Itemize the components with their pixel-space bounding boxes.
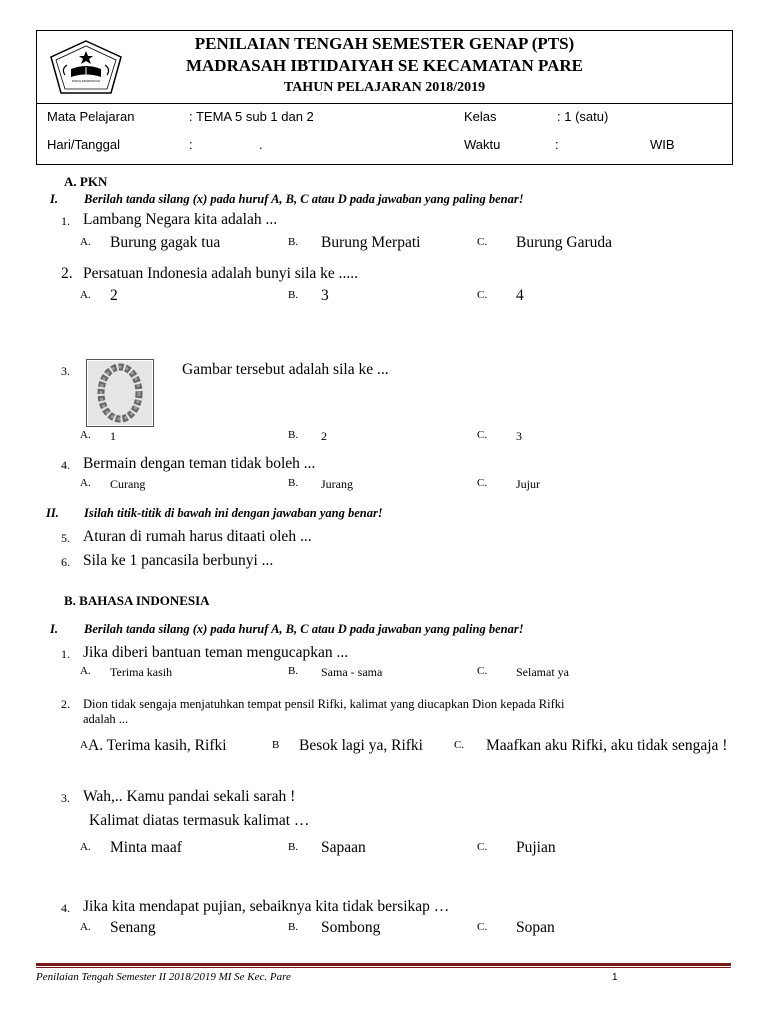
bahasa-q3-number: 3.	[61, 791, 70, 805]
pkn-q2-option-b-label: B.	[288, 289, 299, 301]
bahasa-q1-option-a-label: A.	[80, 665, 91, 677]
bahasa-q4-option-b-label: B.	[288, 921, 299, 933]
pkn-q1-option-c-label: C.	[477, 236, 488, 248]
pkn-part2-num: II.	[46, 506, 59, 520]
pkn-q3-text: Gambar tersebut adalah sila ke ...	[182, 361, 389, 378]
bahasa-q4-text: Jika kita mendapat pujian, sebaiknya kita tidak bersikap …	[83, 898, 450, 915]
day-dot: .	[259, 137, 263, 152]
bahasa-q3-option-b[interactable]: Sapaan	[321, 839, 366, 856]
subject-value: : TEMA 5 sub 1 dan 2	[189, 109, 314, 124]
bahasa-q3-option-c-label: C.	[477, 841, 488, 853]
pkn-q1-option-b-label: B.	[288, 236, 299, 248]
pkn-q1-option-b[interactable]: Burung Merpati	[321, 234, 421, 251]
bahasa-q3-option-a-label: A.	[80, 841, 91, 853]
bahasa-q4-option-c[interactable]: Sopan	[516, 919, 555, 936]
bahasa-q2-option-c-label: C.	[454, 739, 465, 751]
bahasa-q3-option-c[interactable]: Pujian	[516, 839, 556, 856]
pkn-q3-option-b-label: B.	[288, 429, 299, 441]
bahasa-q2-option-a-label: A	[80, 739, 88, 751]
pkn-part1-instruction: Berilah tanda silang (x) pada huruf A, B, C atau D pada jawaban yang paling benar!	[84, 192, 524, 206]
bahasa-q3-text-line2: Kalimat diatas termasuk kalimat …	[89, 812, 310, 829]
pkn-q1-number: 1.	[61, 214, 70, 228]
bahasa-q1-option-c[interactable]: Selamat ya	[516, 665, 569, 679]
pkn-part2-instruction: Isilah titik-titik di bawah ini dengan jawaban yang benar!	[84, 506, 383, 520]
bahasa-q2-option-b[interactable]: Besok lagi ya, Rifki	[299, 737, 423, 754]
bahasa-q2-option-a[interactable]: A. Terima kasih, Rifki	[88, 737, 227, 754]
bahasa-q2-number: 2.	[61, 697, 70, 711]
bahasa-part1-instruction: Berilah tanda silang (x) pada huruf A, B, C atau D pada jawaban yang paling benar!	[84, 622, 524, 636]
bahasa-q1-text: Jika diberi bantuan teman mengucapkan ...	[83, 644, 349, 661]
pkn-q1-option-a[interactable]: Burung gagak tua	[110, 234, 221, 251]
section-a-title: A. PKN	[64, 174, 108, 189]
pkn-q3-number: 3.	[61, 364, 70, 378]
pkn-q6-number: 6.	[61, 555, 70, 569]
pkn-q1-text: Lambang Negara kita adalah ...	[83, 211, 278, 228]
time-value: :	[555, 137, 559, 152]
chain-icon	[87, 360, 153, 426]
pkn-q2-option-c[interactable]: 4	[516, 287, 524, 304]
pkn-q2-option-b[interactable]: 3	[321, 287, 329, 304]
bahasa-q4-option-a-label: A.	[80, 921, 91, 933]
bahasa-q1-number: 1.	[61, 647, 70, 661]
bahasa-q3-text-line1: Wah,.. Kamu pandai sekali sarah !	[83, 788, 296, 805]
pkn-q4-option-b-label: B.	[288, 477, 299, 489]
bahasa-q3-option-b-label: B.	[288, 841, 299, 853]
header-title-line3: TAHUN PELAJARAN 2018/2019	[283, 80, 486, 95]
day-value: :	[189, 137, 193, 152]
pkn-q5-number: 5.	[61, 531, 70, 545]
bahasa-q1-option-a[interactable]: Terima kasih	[110, 665, 173, 679]
bahasa-q2-option-c[interactable]: Maafkan aku Rifki, aku tidak sengaja !	[486, 737, 728, 754]
bahasa-q3-option-a[interactable]: Minta maaf	[110, 839, 182, 856]
subject-label: Mata Pelajaran	[47, 109, 135, 124]
chain-image	[86, 359, 154, 427]
bahasa-q2-text-line2: adalah ...	[83, 712, 129, 726]
bahasa-q1-option-b[interactable]: Sama - sama	[321, 665, 383, 679]
pkn-q4-option-a-label: A.	[80, 477, 91, 489]
pkn-q3-option-a-label: A.	[80, 429, 91, 441]
bahasa-q4-option-b[interactable]: Sombong	[321, 919, 381, 936]
pkn-q5-text: Aturan di rumah harus ditaati oleh ...	[83, 528, 312, 545]
section-b-title: B. BAHASA INDONESIA	[64, 593, 210, 608]
bahasa-q2-text-line1: Dion tidak sengaja menjatuhkan tempat pensil Rifki, kalimat yang diucapkan Dion kepada Rifki	[83, 697, 565, 711]
pkn-q2-option-c-label: C.	[477, 289, 488, 301]
pkn-q4-number: 4.	[61, 458, 70, 472]
footer-text: Penilaian Tengah Semester II 2018/2019 MI Se Kec. Pare	[36, 971, 291, 983]
footer-page-number: 1	[612, 972, 618, 983]
footer-rule-thin	[36, 967, 731, 968]
header-title-line1: PENILAIAN TENGAH SEMESTER GENAP (PTS)	[194, 34, 575, 53]
header-title-line2: MADRASAH IBTIDAIYAH SE KECAMATAN PARE	[185, 56, 584, 75]
bahasa-q1-option-b-label: B.	[288, 665, 299, 677]
class-value: : 1 (satu)	[557, 109, 609, 124]
time-unit: WIB	[650, 137, 675, 152]
pkn-q3-option-b[interactable]: 2	[321, 429, 327, 443]
pkn-q1-option-a-label: A.	[80, 236, 91, 248]
pkn-q4-option-c-label: C.	[477, 477, 488, 489]
header-box	[36, 30, 733, 104]
pkn-q1-option-c[interactable]: Burung Garuda	[516, 234, 612, 251]
pkn-q2-text: Persatuan Indonesia adalah bunyi sila ke .....	[83, 265, 359, 282]
footer-rule-thick	[36, 963, 731, 966]
pkn-q6-text: Sila ke 1 pancasila berbunyi ...	[83, 552, 274, 569]
pkn-q3-option-a[interactable]: 1	[110, 429, 116, 443]
pkn-part1-num: I.	[50, 192, 58, 206]
emblem-logo-text: DINAS PENDIDIKAN	[71, 79, 101, 83]
info-box	[36, 102, 733, 165]
pkn-q4-option-c[interactable]: Jujur	[516, 477, 540, 491]
pkn-q2-option-a[interactable]: 2	[110, 287, 118, 304]
bahasa-q1-option-c-label: C.	[477, 665, 488, 677]
pkn-q3-option-c-label: C.	[477, 429, 488, 441]
pkn-q4-option-a[interactable]: Curang	[110, 477, 146, 491]
bahasa-q4-number: 4.	[61, 901, 70, 915]
pkn-q4-option-b[interactable]: Jurang	[321, 477, 353, 491]
bahasa-q4-option-a[interactable]: Senang	[110, 919, 156, 936]
bahasa-q4-option-c-label: C.	[477, 921, 488, 933]
day-label: Hari/Tanggal	[47, 137, 120, 152]
pkn-q4-text: Bermain dengan teman tidak boleh ...	[83, 455, 316, 472]
pkn-q3-option-c[interactable]: 3	[516, 429, 522, 443]
pkn-q2-number: 2.	[61, 265, 73, 282]
class-label: Kelas	[464, 109, 497, 124]
bahasa-q2-option-b-label: B	[272, 739, 280, 751]
pkn-q2-option-a-label: A.	[80, 289, 91, 301]
bahasa-part1-num: I.	[50, 622, 58, 636]
time-label: Waktu	[464, 137, 501, 152]
